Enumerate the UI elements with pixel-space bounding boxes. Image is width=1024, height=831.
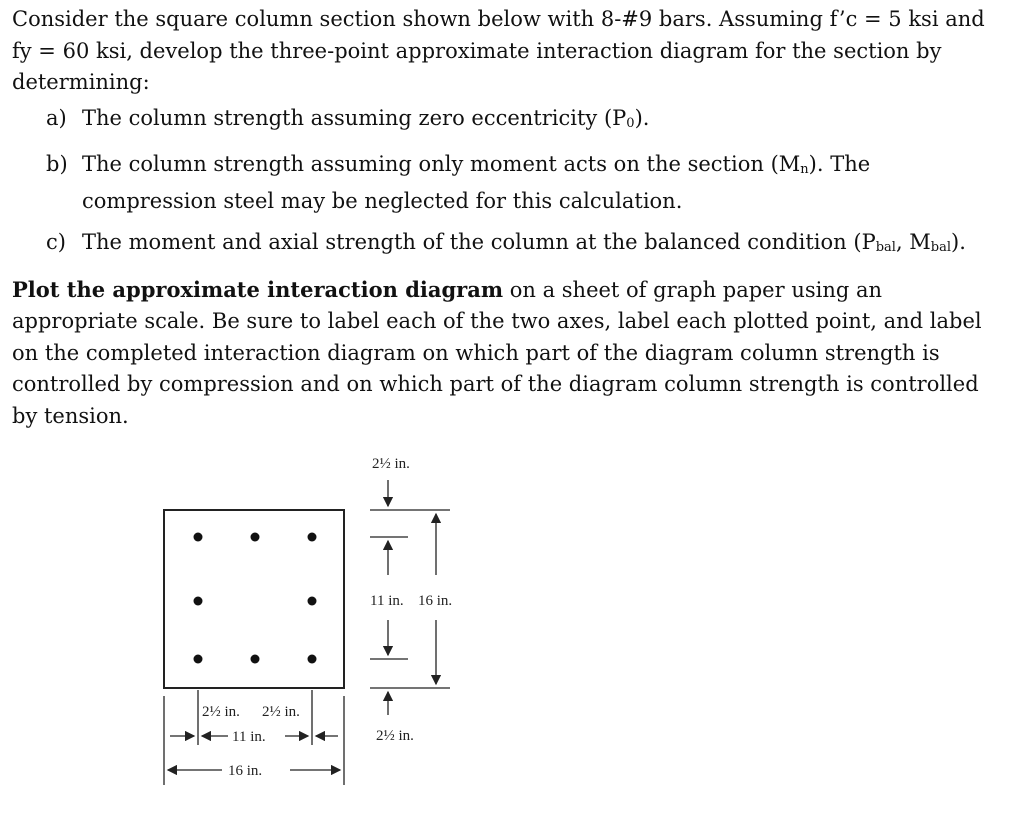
bar-dot — [308, 533, 317, 542]
part-text: The moment and axial strength of the column at the balanced condition — [82, 230, 847, 254]
dim-overall-horizontal-label: 16 in. — [228, 763, 263, 779]
plot-instructions — [12, 274, 1002, 433]
bar-dot — [308, 597, 317, 606]
part-subscript: bal — [875, 240, 896, 255]
bar-dot — [194, 533, 203, 542]
bar-dot — [251, 655, 260, 664]
dim-overall-vertical-label: 16 in. — [418, 593, 453, 609]
reinforcing-bars — [194, 533, 317, 664]
list-item — [12, 149, 1002, 217]
column-section-drawing — [150, 440, 490, 800]
plot-instructions-bold: Plot the approximate interaction diagram — [12, 276, 504, 302]
part-marker: c) — [46, 230, 66, 254]
list-item — [12, 227, 1002, 264]
dim-inner-vertical-label: 11 in. — [370, 593, 404, 609]
part-marker: b) — [46, 152, 68, 176]
plot-instructions-rest: on a sheet of graph paper using an appropriate scale. Be sure to label each of the two axes, label each plotted point, and label on the completed interaction diagram on which part of the diagram column strength is controlled by compression and on which part of the diagram column strength is controlled by tension. — [12, 277, 982, 428]
dim-left-cover-label: 2½ in. — [202, 704, 240, 720]
part-marker: a) — [46, 105, 67, 130]
problem-intro: Consider the square column section shown below with 8-#9 bars. Assuming f’c = 5 ksi and fy = 60 ksi, develop the three-point approximate interaction diagram for the section by determining: — [12, 7, 985, 94]
bar-dot — [308, 655, 317, 664]
dim-inner-horizontal-label: 11 in. — [232, 729, 266, 745]
part-symbol: (P — [853, 230, 876, 254]
part-close: ). The compression steel may be neglected for this calculation. — [82, 152, 871, 213]
part-close: ). — [634, 105, 650, 130]
dim-top-cover-label: 2½ in. — [372, 456, 410, 472]
list-item — [12, 103, 1002, 140]
dim-bottom-cover-label: 2½ in. — [376, 728, 414, 744]
part-subscript-2: bal — [930, 240, 952, 255]
part-symbol: (P — [603, 105, 627, 130]
part-close: ). — [951, 230, 966, 254]
problem-parts-list — [12, 103, 1002, 264]
problem-statement — [12, 4, 1002, 432]
part-subscript: n — [800, 162, 809, 177]
part-mid: , M — [895, 230, 931, 254]
bar-dot — [194, 655, 203, 664]
column-section-figure — [150, 440, 490, 800]
bar-dot — [194, 597, 203, 606]
part-text: The column strength assuming zero eccentricity — [82, 105, 598, 130]
dim-right-cover-label: 2½ in. — [262, 704, 300, 720]
part-symbol: (M — [770, 152, 801, 176]
bar-dot — [251, 533, 260, 542]
part-text: The column strength assuming only moment acts on the section — [82, 152, 764, 176]
part-subscript: 0 — [626, 115, 635, 131]
